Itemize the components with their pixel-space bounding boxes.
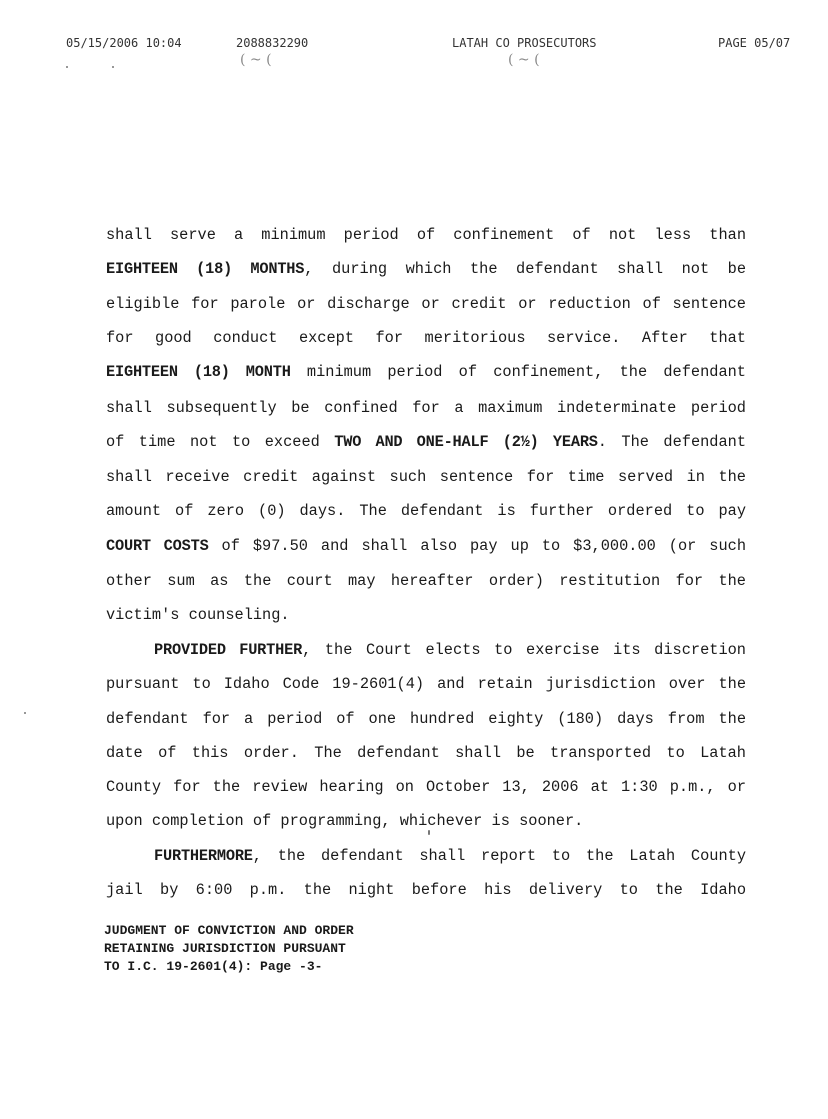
body-line: County for the review hearing on October 13, 2006 at 1:30 p.m., or: [106, 778, 746, 796]
scan-speck: [66, 66, 68, 68]
body-line: eligible for parole or discharge or credit or reduction of sentence: [106, 295, 746, 313]
fax-phone-number: 2088832290: [236, 36, 309, 50]
footer-page-reference: TO I.C. 19-2601(4): Page -3-: [104, 959, 323, 974]
body-line: amount of zero (0) days. The defendant is further ordered to pay: [106, 502, 746, 520]
body-line: date of this order. The defendant shall be transported to Latah: [106, 744, 746, 762]
body-line: EIGHTEEN (18) MONTHS, during which the defendant shall not be: [106, 260, 747, 278]
scan-speck: [112, 66, 114, 68]
scan-speck: [24, 712, 26, 714]
body-line: jail by 6:00 p.m. the night before his delivery to the Idaho: [106, 881, 746, 899]
footer-line: RETAINING JURISDICTION PURSUANT: [104, 941, 346, 956]
document-footer: [104, 922, 504, 976]
fax-sender: LATAH CO PROSECUTORS: [452, 36, 597, 50]
body-line: victim's counseling.: [106, 606, 290, 624]
fax-page-number: PAGE 05/07: [718, 36, 791, 50]
body-line: PROVIDED FURTHER, the Court elects to exercise its discretion: [154, 641, 746, 659]
body-line: COURT COSTS of $97.50 and shall also pay up to $3,000.00 (or such: [106, 537, 747, 555]
body-line: pursuant to Idaho Code 19-2601(4) and retain jurisdiction over the: [106, 675, 746, 693]
body-line: shall serve a minimum period of confinement of not less than: [106, 226, 746, 244]
handwritten-mark: ( ~ (: [508, 52, 540, 68]
body-line: other sum as the court may hereafter order) restitution for the: [106, 572, 746, 590]
body-line: shall receive credit against such sentence for time served in the: [106, 468, 746, 486]
fax-date-time: 05/15/2006 10:04: [66, 36, 182, 50]
body-line: upon completion of programming, whichever is sooner.: [106, 812, 584, 830]
body-line: FURTHERMORE, the defendant shall report to the Latah County: [154, 847, 746, 865]
body-line: defendant for a period of one hundred eighty (180) days from the: [106, 710, 746, 728]
footer-line: JUDGMENT OF CONVICTION AND ORDER: [104, 923, 354, 938]
body-line: EIGHTEEN (18) MONTH minimum period of confinement, the defendant: [106, 363, 746, 381]
body-line: for good conduct except for meritorious service. After that: [106, 329, 746, 347]
fax-header: [0, 36, 828, 56]
handwritten-mark: ( ~ (: [240, 52, 272, 68]
body-line: shall subsequently be confined for a maximum indeterminate period: [106, 399, 746, 417]
body-line: of time not to exceed TWO AND ONE-HALF (2½) YEARS. The defendant: [106, 433, 747, 451]
